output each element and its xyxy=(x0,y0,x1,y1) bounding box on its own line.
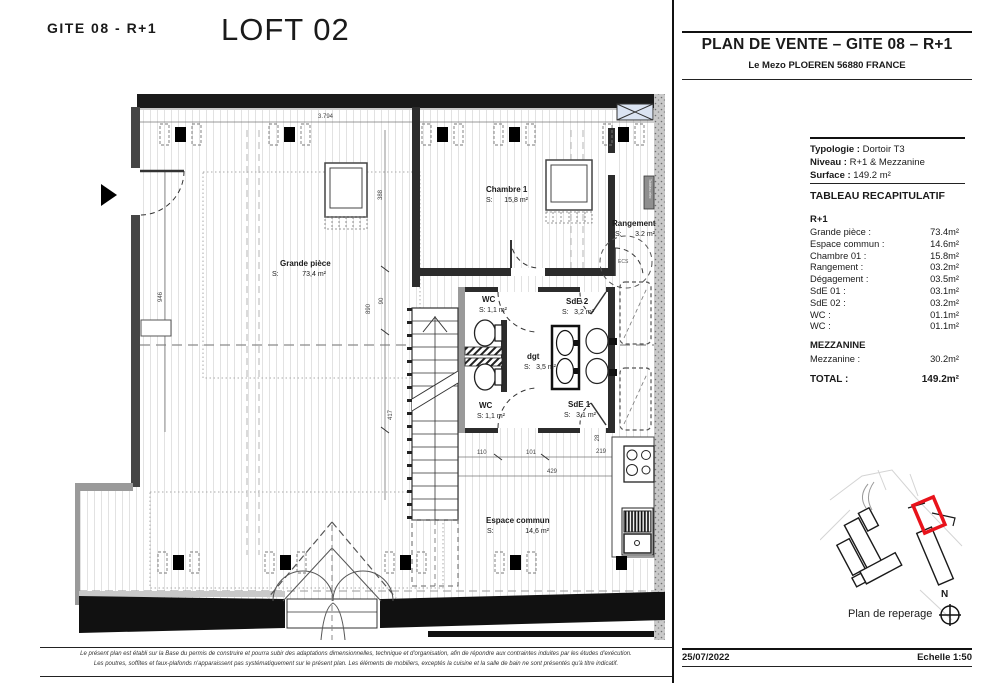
table-title: TABLEAU RECAPITULATIF xyxy=(810,190,945,202)
ecs-label: ECS xyxy=(618,259,629,265)
row-value: 03.2m² xyxy=(930,297,959,308)
divider xyxy=(40,647,672,648)
row-value: 03.2m² xyxy=(930,262,959,273)
room-label-dgt: dgt xyxy=(527,352,540,361)
section-r1: R+1 xyxy=(810,214,828,225)
table-row xyxy=(810,262,959,274)
room-area-wc-haut xyxy=(479,307,507,314)
row-value: 14.6m² xyxy=(930,238,959,249)
dim-28: 28 xyxy=(595,434,601,442)
area-value: 3,2 m² xyxy=(574,309,594,316)
row-label: Espace commun : xyxy=(810,238,885,249)
room-label-rangement: Rangement xyxy=(612,219,656,228)
row-label: Mezzanine : xyxy=(810,354,861,364)
area-value: 1,1 m² xyxy=(487,307,507,314)
room-label-chambre1: Chambre 1 xyxy=(486,185,528,194)
plan-date: 25/07/2022 xyxy=(682,652,730,663)
table-row xyxy=(810,321,959,333)
s-prefix: S: xyxy=(615,231,622,238)
room-area-grande-piece xyxy=(272,271,326,278)
s-prefix: S: xyxy=(477,413,484,420)
entry-arrow-icon xyxy=(101,184,117,206)
s-prefix: S: xyxy=(562,309,569,316)
room-area-rangement xyxy=(615,231,655,238)
room-label-wc-haut: WC xyxy=(482,295,496,304)
level-label: Niveau : xyxy=(810,157,847,168)
divider xyxy=(682,31,972,33)
table-row xyxy=(810,274,959,286)
dim-219: 219 xyxy=(596,449,607,455)
s-prefix: S: xyxy=(564,412,571,419)
room-label-sde2: SdE 2 xyxy=(566,297,589,306)
level-value: R+1 & Mezzanine xyxy=(849,157,925,168)
dim-110: 110 xyxy=(477,450,487,456)
dim-946: 946 xyxy=(158,292,164,303)
dim-3794: 3.794 xyxy=(318,114,334,120)
gite-reference: GITE 08 - R+1 xyxy=(47,20,158,36)
disclaimer-line-1: Le présent plan est établi sur la Base du permis de construire et pourra subir des adaptations dimensionnelles, technique et d'organisation, afin de répondre aux contraintes induites par les études d'exécution. xyxy=(80,651,632,657)
s-prefix: S: xyxy=(486,197,493,204)
row-value: 30.2m² xyxy=(930,354,959,364)
row-value: 03.1m² xyxy=(930,285,959,296)
double-vanity xyxy=(552,326,579,389)
divider xyxy=(810,137,965,139)
dim-417: 417 xyxy=(388,410,394,421)
level-line xyxy=(810,156,965,169)
map-road-curve xyxy=(862,482,874,510)
surface-label: Surface : xyxy=(810,170,851,181)
area-value: 14,6 m² xyxy=(525,528,549,535)
room-area-sde2 xyxy=(562,309,594,316)
total-value: 149.2m² xyxy=(921,374,959,385)
area-value: 3,1 m² xyxy=(576,412,596,419)
s-prefix: S: xyxy=(272,271,279,278)
roof-window-icon xyxy=(617,104,653,120)
surface-value: 149.2 m² xyxy=(853,170,891,181)
row-value: 15.8m² xyxy=(930,250,959,261)
s-prefix: S: xyxy=(487,528,494,535)
divider xyxy=(682,666,972,667)
info-panel xyxy=(672,0,987,683)
row-label: SdE 02 : xyxy=(810,297,846,308)
divider xyxy=(682,648,972,650)
table-row xyxy=(810,310,959,322)
row-value: 01.1m² xyxy=(930,309,959,320)
row-label: WC : xyxy=(810,321,831,332)
map-buildings xyxy=(827,503,955,589)
room-label-espace-commun: Espace commun xyxy=(486,516,550,525)
dim-388: 388 xyxy=(378,190,384,201)
divider xyxy=(810,183,965,184)
room-area-espace-commun xyxy=(487,528,549,535)
table-row-mezzanine xyxy=(810,354,959,364)
row-value: 03.5m² xyxy=(930,274,959,285)
panel-title: PLAN DE VENTE – GITE 08 – R+1 xyxy=(701,36,953,53)
row-value: 73.4m² xyxy=(930,227,959,237)
dim-429: 429 xyxy=(547,469,558,475)
surface-line xyxy=(810,169,965,182)
area-value: 15,8 m² xyxy=(504,197,528,204)
table-row-total xyxy=(810,374,959,385)
dim-890: 890 xyxy=(366,304,372,315)
radiator xyxy=(141,320,171,336)
compass-north-label: N xyxy=(941,589,949,600)
loft-title: LOFT 02 xyxy=(221,12,350,47)
table-row xyxy=(810,227,959,239)
dim-101: 101 xyxy=(526,450,537,456)
plan-scale: Echelle 1:50 xyxy=(917,652,972,663)
s-prefix: S: xyxy=(479,307,486,314)
typology-value: Dortoir T3 xyxy=(862,144,905,155)
typology-label: Typologie : xyxy=(810,144,860,155)
area-value: 73,4 m² xyxy=(302,271,326,278)
room-area-sde1 xyxy=(564,412,596,419)
room-label-sde1: SdE 1 xyxy=(568,400,591,409)
room-area-wc-bas xyxy=(477,413,505,420)
map-caption: Plan de reperage xyxy=(848,608,933,620)
electrical-panel-label: Tableau elec xyxy=(648,179,652,199)
area-value: 3.2 m² xyxy=(635,231,655,238)
row-value: 01.1m² xyxy=(930,321,959,332)
row-label: Rangement : xyxy=(810,262,864,273)
section-mezzanine: MEZZANINE xyxy=(810,340,866,351)
panel-subtitle: Le Mezo PLOEREN 56880 FRANCE xyxy=(748,60,906,71)
skylight-chambre xyxy=(546,160,592,223)
table-row xyxy=(810,239,959,251)
area-value: 3,5 m² xyxy=(536,364,556,371)
area-table xyxy=(810,227,959,333)
kitchen xyxy=(612,437,654,557)
divider xyxy=(40,676,672,677)
room-area-dgt xyxy=(524,364,556,371)
room-area-chambre1 xyxy=(486,197,528,204)
compass-icon xyxy=(939,604,961,626)
room-label-grande-piece: Grande pièce xyxy=(280,259,331,268)
typology-line xyxy=(810,143,965,156)
row-label: Grande pièce : xyxy=(810,227,871,237)
table-row xyxy=(810,286,959,298)
total-label: TOTAL : xyxy=(810,374,849,385)
table-row xyxy=(810,251,959,263)
disclaimer-line-2: Les poutres, soffites et faux-plafonds n'apparaissent pas systématiquement sur le présent plan. Les éléments de mobiliers, exceptés la cuisine et la salle de bain ne sont présentés qu'à titre indicatif. xyxy=(93,661,619,667)
area-value: 1,1 m² xyxy=(485,413,505,420)
row-label: SdE 01 : xyxy=(810,285,846,296)
row-label: Chambre 01 : xyxy=(810,250,867,261)
room-label-wc-bas: WC xyxy=(479,401,493,410)
dim-90: 90 xyxy=(379,297,385,305)
table-row xyxy=(810,298,959,310)
location-map xyxy=(820,468,970,628)
divider xyxy=(682,79,972,80)
s-prefix: S: xyxy=(524,364,531,371)
row-label: Dégagement : xyxy=(810,274,869,285)
row-label: WC : xyxy=(810,309,831,320)
